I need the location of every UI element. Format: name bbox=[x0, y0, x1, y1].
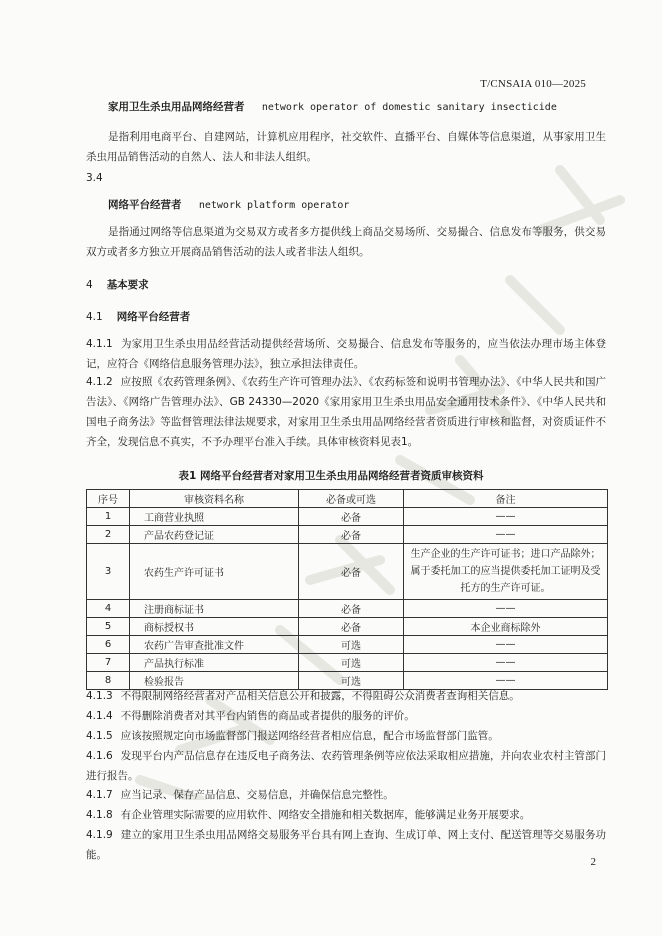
header-name: 审核资料名称 bbox=[130, 490, 299, 508]
clause-4-1-8 bbox=[86, 805, 606, 825]
table-row bbox=[87, 600, 608, 618]
clause-4-1-5 bbox=[86, 726, 606, 746]
cell-required: 可选 bbox=[299, 654, 404, 672]
term-3-4-definition: 是指通过网络等信息渠道为交易双方或者多方提供线上商品交易场所、交易撮合、信息发布等服务，供交易双方或者多方独立开展商品销售活动的法人或者非法人组织。 bbox=[86, 226, 606, 258]
table-row bbox=[87, 544, 608, 600]
term-3-4-heading bbox=[108, 197, 349, 212]
cell-name: 检验报告 bbox=[130, 672, 299, 690]
cell-name: 产品农药登记证 bbox=[130, 526, 299, 544]
cell-no: 8 bbox=[87, 672, 130, 690]
section-4-heading bbox=[86, 277, 149, 292]
clause-4-1-6 bbox=[86, 746, 606, 786]
cell-no: 1 bbox=[87, 508, 130, 526]
cell-no: 6 bbox=[87, 636, 130, 654]
clause-text: 建立的家用卫生杀虫用品网络交易服务平台具有网上查询、生成订单、网上支付、配送管理等交易服务功能。 bbox=[86, 829, 606, 861]
clause-4-1-4 bbox=[86, 706, 606, 726]
clause-number: 4.1.3 bbox=[86, 690, 113, 702]
cell-name: 产品执行标准 bbox=[130, 654, 299, 672]
section-number: 4.1 bbox=[86, 311, 103, 323]
cell-required: 必备 bbox=[299, 544, 404, 600]
clause-4-1-3 bbox=[86, 686, 606, 706]
clause-number: 4.1.4 bbox=[86, 710, 113, 722]
clause-text: 应当记录、保存产品信息、交易信息，并确保信息完整性。 bbox=[120, 789, 394, 801]
cell-name: 商标授权书 bbox=[130, 618, 299, 636]
cell-no: 3 bbox=[87, 544, 130, 600]
section-title: 网络平台经营者 bbox=[116, 311, 191, 323]
clause-4-1-2 bbox=[86, 372, 606, 452]
table-row bbox=[87, 636, 608, 654]
clause-number: 4.1.5 bbox=[86, 730, 113, 742]
term-zh: 网络平台经营者 bbox=[108, 199, 182, 211]
cell-required: 必备 bbox=[299, 618, 404, 636]
clause-4-1-9 bbox=[86, 825, 606, 865]
cell-note: 本企业商标除外 bbox=[404, 618, 608, 636]
clause-text: 不得删除消费者对其平台内销售的商品或者提供的服务的评价。 bbox=[120, 710, 415, 722]
clause-text: 不得限制网络经营者对产品相关信息公开和披露，不得阻碍公众消费者查询相关信息。 bbox=[120, 690, 520, 702]
clause-number: 4.1.7 bbox=[86, 789, 113, 801]
term-en: network operator of domestic sanitary insecticide bbox=[261, 102, 557, 113]
cell-required: 必备 bbox=[299, 526, 404, 544]
cell-required: 必备 bbox=[299, 600, 404, 618]
header-no: 序号 bbox=[87, 490, 130, 508]
clause-number: 4.1.2 bbox=[86, 376, 113, 388]
cell-note: —— bbox=[404, 600, 608, 618]
cell-name: 农药广告审查批准文件 bbox=[130, 636, 299, 654]
section-4-1-heading bbox=[86, 309, 190, 324]
clause-number: 4.1.6 bbox=[86, 750, 113, 762]
cell-note: —— bbox=[404, 636, 608, 654]
cell-name: 工商营业执照 bbox=[130, 508, 299, 526]
qualification-table bbox=[86, 489, 608, 690]
header-note: 备注 bbox=[404, 490, 608, 508]
table-row bbox=[87, 618, 608, 636]
page-number: 2 bbox=[590, 856, 596, 868]
term-en: network platform operator bbox=[198, 200, 350, 211]
cell-required: 可选 bbox=[299, 636, 404, 654]
cell-note: —— bbox=[404, 508, 608, 526]
cell-required: 可选 bbox=[299, 672, 404, 690]
cell-note: —— bbox=[404, 672, 608, 690]
cell-name: 农药生产许可证书 bbox=[130, 544, 299, 600]
clause-text: 有企业管理实际需要的应用软件、网络安全措施和相关数据库，能够满足业务开展要求。 bbox=[120, 809, 531, 821]
clause-4-1-7 bbox=[86, 785, 606, 805]
cell-required: 必备 bbox=[299, 508, 404, 526]
clause-text: 应按照《农药管理条例》、《农药生产许可管理办法》、《农药标签和说明书管理办法》、《中华人民共和国广告法》、《网络广告管理办法》、GB 24330—2020《家用家用卫生杀虫用品安全通用技术条件》、《中华人民共和国电子商务法》等监督管理法律法规要求，对家用卫生杀虫用品网络经营者资质进行审核和监督，对资质证件不齐全，发现信息不真实，不予办理平台准入手续。具体审核资料见表1。 bbox=[86, 376, 606, 448]
table-title: 表1 网络平台经营者对家用卫生杀虫用品网络经营者资质审核资料 bbox=[178, 470, 484, 482]
cell-no: 4 bbox=[87, 600, 130, 618]
cell-no: 7 bbox=[87, 654, 130, 672]
table-row bbox=[87, 526, 608, 544]
clause-text: 应该按照规定向市场监督部门报送网络经营者相应信息，配合市场监督部门监管。 bbox=[120, 730, 499, 742]
clause-number: 4.1.8 bbox=[86, 809, 113, 821]
clause-number: 4.1.9 bbox=[86, 829, 113, 841]
cell-note: —— bbox=[404, 526, 608, 544]
cell-no: 5 bbox=[87, 618, 130, 636]
cell-note: 生产企业的生产许可证书；进口产品除外；属于委托加工的应当提供委托加工证明及受托方的生产许可证。 bbox=[404, 544, 608, 600]
table-row bbox=[87, 508, 608, 526]
clause-text: 为家用卫生杀虫用品经营活动提供经营场所、交易撮合、信息发布等服务的，应当依法办理市场主体登记，应符合《网络信息服务管理办法》，独立承担法律责任。 bbox=[86, 338, 606, 370]
term-zh: 家用卫生杀虫用品网络经营者 bbox=[108, 101, 245, 113]
clause-text: 发现平台内产品信息存在违反电子商务法、农药管理条例等应依法采取相应措施，并向农业农村主管部门进行报告。 bbox=[86, 750, 606, 782]
term-3-3-heading bbox=[108, 99, 557, 114]
table-header-row bbox=[87, 490, 608, 508]
clause-4-1-1 bbox=[86, 334, 606, 374]
cell-note: —— bbox=[404, 654, 608, 672]
header-required: 必备或可选 bbox=[299, 490, 404, 508]
section-title: 基本要求 bbox=[106, 279, 149, 291]
document-id: T/CNSAIA 010—2025 bbox=[480, 78, 586, 90]
section-number: 4 bbox=[86, 279, 93, 291]
term-3-3-definition: 是指利用电商平台、自建网站，计算机应用程序，社交软件、直播平台、自媒体等信息渠道，从事家用卫生杀虫用品销售活动的自然人、法人和非法人组织。 bbox=[86, 131, 606, 163]
cell-no: 2 bbox=[87, 526, 130, 544]
table-row bbox=[87, 654, 608, 672]
clause-3-4-number: 3.4 bbox=[86, 172, 103, 184]
clause-number: 4.1.1 bbox=[86, 338, 113, 350]
cell-name: 注册商标证书 bbox=[130, 600, 299, 618]
